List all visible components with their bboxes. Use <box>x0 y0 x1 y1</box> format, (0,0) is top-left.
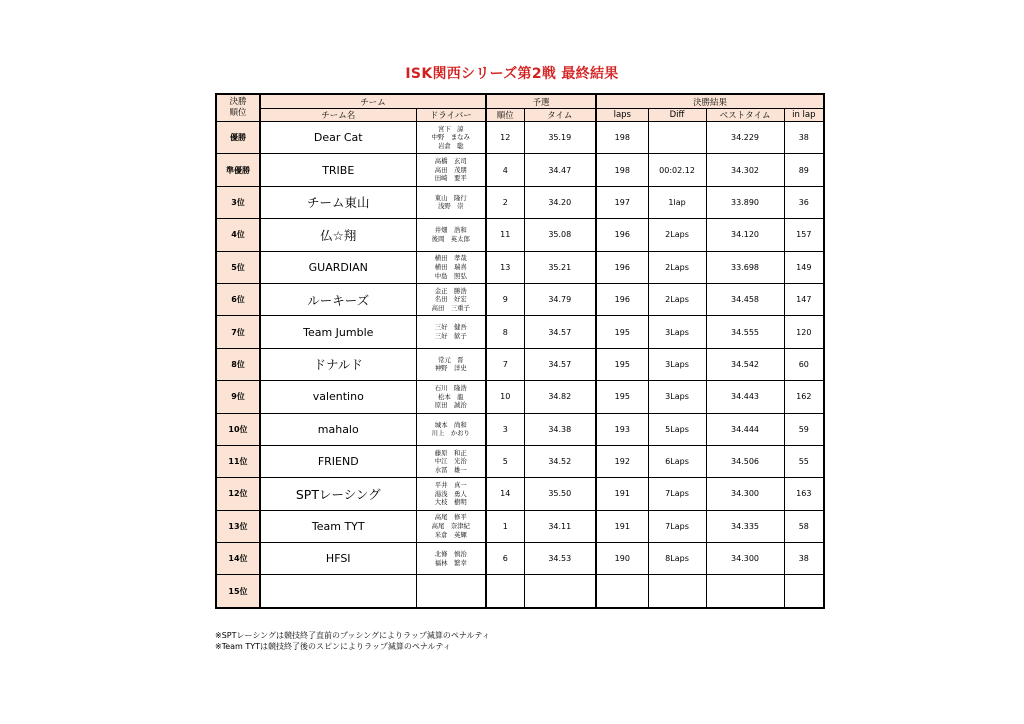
laps-cell: 190 <box>596 543 648 575</box>
driver-name: 横田 孝哉 <box>434 254 467 263</box>
team-name-cell: Team Jumble <box>260 316 416 348</box>
driver-name: 横田 瑞喜 <box>434 262 467 271</box>
in-lap-cell: 38 <box>784 543 824 575</box>
in-lap-cell: 149 <box>784 251 824 283</box>
driver-name: 名田 好宏 <box>434 295 467 304</box>
best-time-cell <box>706 575 784 608</box>
qualifying-rank-cell: 11 <box>486 219 524 251</box>
qualifying-rank-cell: 6 <box>486 543 524 575</box>
qualifying-rank-cell: 2 <box>486 186 524 218</box>
in-lap-cell: 55 <box>784 445 824 477</box>
qualifying-rank-cell: 4 <box>486 154 524 186</box>
rank-cell: 11位 <box>216 445 260 477</box>
table-row <box>216 154 824 186</box>
best-time-cell: 34.542 <box>706 348 784 380</box>
header-driver: ドライバー <box>416 109 486 122</box>
rank-cell: 4位 <box>216 219 260 251</box>
drivers-cell <box>416 219 486 251</box>
footnotes <box>215 630 490 652</box>
table-row <box>216 478 824 510</box>
rank-cell: 9位 <box>216 381 260 413</box>
qualifying-time-cell: 34.38 <box>524 413 596 445</box>
in-lap-cell: 59 <box>784 413 824 445</box>
table-header <box>216 94 824 122</box>
qualifying-time-cell: 34.57 <box>524 316 596 348</box>
table-row <box>216 381 824 413</box>
laps-cell: 193 <box>596 413 648 445</box>
diff-cell: 1lap <box>648 186 706 218</box>
team-name-cell: 仏☆翔 <box>260 219 416 251</box>
driver-name: 川上 かおり <box>431 429 470 438</box>
team-name-cell: ルーキーズ <box>260 283 416 315</box>
rank-cell: 15位 <box>216 575 260 608</box>
qualifying-time-cell: 34.79 <box>524 283 596 315</box>
drivers-cell <box>416 381 486 413</box>
drivers-cell <box>416 478 486 510</box>
best-time-cell: 34.506 <box>706 445 784 477</box>
header-final-group: 決勝結果 <box>596 94 824 109</box>
drivers-cell <box>416 154 486 186</box>
best-time-cell: 34.302 <box>706 154 784 186</box>
diff-cell: 5Laps <box>648 413 706 445</box>
driver-name: 田崎 要平 <box>434 174 467 183</box>
drivers-cell <box>416 251 486 283</box>
driver-name: 高尾 修平 <box>434 513 467 522</box>
drivers-cell <box>416 413 486 445</box>
header-in-lap: in lap <box>784 109 824 122</box>
qualifying-rank-cell: 9 <box>486 283 524 315</box>
diff-cell: 8Laps <box>648 543 706 575</box>
qualifying-time-cell: 35.08 <box>524 219 596 251</box>
qualifying-rank-cell: 10 <box>486 381 524 413</box>
qualifying-rank-cell: 1 <box>486 510 524 542</box>
driver-name: 湯浅 勇人 <box>434 489 467 498</box>
diff-cell: 3Laps <box>648 381 706 413</box>
rank-cell: 10位 <box>216 413 260 445</box>
team-name-cell: GUARDIAN <box>260 251 416 283</box>
best-time-cell: 34.335 <box>706 510 784 542</box>
driver-name: 高田 三重子 <box>431 303 470 312</box>
rank-cell: 12位 <box>216 478 260 510</box>
header-team-group: チーム <box>260 94 486 109</box>
qualifying-time-cell: 35.19 <box>524 122 596 154</box>
driver-name: 浅野 崇 <box>437 202 464 211</box>
driver-name: 中野 まなみ <box>431 133 470 142</box>
table-row <box>216 413 824 445</box>
in-lap-cell: 147 <box>784 283 824 315</box>
in-lap-cell: 58 <box>784 510 824 542</box>
header-q-time: タイム <box>524 109 596 122</box>
driver-name: 城本 尚和 <box>434 420 467 429</box>
rank-cell: 3位 <box>216 186 260 218</box>
drivers-cell <box>416 283 486 315</box>
qualifying-time-cell: 34.20 <box>524 186 596 218</box>
driver-name: 中島 照弘 <box>434 271 467 280</box>
driver-name: 神野 洋史 <box>434 364 467 373</box>
laps-cell: 192 <box>596 445 648 477</box>
table-row <box>216 122 824 154</box>
best-time-cell: 34.444 <box>706 413 784 445</box>
drivers-cell <box>416 543 486 575</box>
driver-name: 大枝 樹明 <box>434 498 467 507</box>
qualifying-time-cell <box>524 575 596 608</box>
driver-name: 常元 晋 <box>437 355 464 364</box>
laps-cell: 196 <box>596 219 648 251</box>
rank-cell: 5位 <box>216 251 260 283</box>
header-final-rank <box>216 94 260 122</box>
table-row <box>216 186 824 218</box>
diff-cell: 3Laps <box>648 348 706 380</box>
best-time-cell: 34.229 <box>706 122 784 154</box>
drivers-cell <box>416 445 486 477</box>
in-lap-cell: 38 <box>784 122 824 154</box>
best-time-cell: 33.698 <box>706 251 784 283</box>
qualifying-rank-cell: 5 <box>486 445 524 477</box>
team-name-cell: Dear Cat <box>260 122 416 154</box>
driver-name: 平井 真一 <box>434 481 467 490</box>
header-best-time: ベストタイム <box>706 109 784 122</box>
rank-cell: 13位 <box>216 510 260 542</box>
qualifying-time-cell: 34.57 <box>524 348 596 380</box>
driver-name: 高田 茂朋 <box>434 165 467 174</box>
laps-cell: 191 <box>596 510 648 542</box>
driver-name: 三好 歓子 <box>434 332 467 341</box>
team-name-cell: HFSI <box>260 543 416 575</box>
qualifying-time-cell: 35.50 <box>524 478 596 510</box>
driver-name: 中江 光治 <box>434 457 467 466</box>
diff-cell: 2Laps <box>648 219 706 251</box>
footnote: ※Team TYTは競技終了後のスピンによりラップ減算のペナルティ <box>215 642 451 651</box>
driver-name: 宮下 諒 <box>437 124 464 133</box>
rank-cell: 準優勝 <box>216 154 260 186</box>
drivers-cell <box>416 316 486 348</box>
laps-cell <box>596 575 648 608</box>
best-time-cell: 34.443 <box>706 381 784 413</box>
driver-name: 金正 勝浩 <box>434 286 467 295</box>
driver-name: 高尾 奈津紀 <box>431 522 470 531</box>
best-time-cell: 34.120 <box>706 219 784 251</box>
in-lap-cell: 157 <box>784 219 824 251</box>
team-name-cell: mahalo <box>260 413 416 445</box>
qualifying-rank-cell: 12 <box>486 122 524 154</box>
drivers-cell <box>416 348 486 380</box>
laps-cell: 195 <box>596 381 648 413</box>
qualifying-time-cell: 34.53 <box>524 543 596 575</box>
in-lap-cell: 162 <box>784 381 824 413</box>
header-diff: Diff <box>648 109 706 122</box>
qualifying-time-cell: 35.21 <box>524 251 596 283</box>
header-qualifying-group: 予選 <box>486 94 596 109</box>
table-row <box>216 219 824 251</box>
drivers-cell <box>416 122 486 154</box>
table-row <box>216 283 824 315</box>
best-time-cell: 34.555 <box>706 316 784 348</box>
driver-name: 藤原 和正 <box>434 448 467 457</box>
diff-cell: 7Laps <box>648 478 706 510</box>
team-name-cell: ドナルド <box>260 348 416 380</box>
qualifying-rank-cell: 8 <box>486 316 524 348</box>
diff-cell: 2Laps <box>648 251 706 283</box>
header-final-rank-line2: 順位 <box>229 108 247 118</box>
team-name-cell <box>260 575 416 608</box>
header-laps: laps <box>596 109 648 122</box>
driver-name: 米倉 英輝 <box>434 530 467 539</box>
team-name-cell: FRIEND <box>260 445 416 477</box>
diff-cell: 3Laps <box>648 316 706 348</box>
qualifying-rank-cell <box>486 575 524 608</box>
best-time-cell: 33.890 <box>706 186 784 218</box>
best-time-cell: 34.300 <box>706 478 784 510</box>
driver-name: 岩倉 聡 <box>437 141 464 150</box>
in-lap-cell: 36 <box>784 186 824 218</box>
header-q-rank: 順位 <box>486 109 524 122</box>
driver-name: 井畑 浩和 <box>434 226 467 235</box>
page-title: ISK関西シリーズ第2戦 最終結果 <box>405 66 619 82</box>
drivers-cell <box>416 186 486 218</box>
in-lap-cell: 60 <box>784 348 824 380</box>
diff-cell: 2Laps <box>648 283 706 315</box>
team-name-cell: Team TYT <box>260 510 416 542</box>
qualifying-time-cell: 34.47 <box>524 154 596 186</box>
driver-name: 北條 慎治 <box>434 550 467 559</box>
qualifying-rank-cell: 3 <box>486 413 524 445</box>
best-time-cell: 34.458 <box>706 283 784 315</box>
laps-cell: 195 <box>596 348 648 380</box>
qualifying-rank-cell: 7 <box>486 348 524 380</box>
team-name-cell: TRIBE <box>260 154 416 186</box>
in-lap-cell: 120 <box>784 316 824 348</box>
table-row <box>216 543 824 575</box>
driver-name: 後岡 英太郎 <box>431 234 470 243</box>
driver-name: 原田 誠治 <box>434 401 467 410</box>
laps-cell: 198 <box>596 122 648 154</box>
header-final-rank-line1: 決勝 <box>229 97 247 107</box>
rank-cell: 8位 <box>216 348 260 380</box>
table-body <box>216 122 824 608</box>
qualifying-rank-cell: 13 <box>486 251 524 283</box>
in-lap-cell: 89 <box>784 154 824 186</box>
driver-name: 福林 繁幸 <box>434 558 467 567</box>
team-name-cell: チーム東山 <box>260 186 416 218</box>
laps-cell: 198 <box>596 154 648 186</box>
driver-name: 石川 隆浩 <box>434 383 467 392</box>
qualifying-time-cell: 34.82 <box>524 381 596 413</box>
laps-cell: 196 <box>596 283 648 315</box>
results-table <box>215 93 825 609</box>
team-name-cell: valentino <box>260 381 416 413</box>
in-lap-cell <box>784 575 824 608</box>
driver-name: 東山 隆行 <box>434 193 467 202</box>
drivers-cell <box>416 575 486 608</box>
table-row <box>216 575 824 608</box>
laps-cell: 197 <box>596 186 648 218</box>
laps-cell: 191 <box>596 478 648 510</box>
rank-cell: 6位 <box>216 283 260 315</box>
in-lap-cell: 163 <box>784 478 824 510</box>
laps-cell: 196 <box>596 251 648 283</box>
diff-cell: 6Laps <box>648 445 706 477</box>
table-row <box>216 251 824 283</box>
table-row <box>216 510 824 542</box>
table-row <box>216 348 824 380</box>
laps-cell: 195 <box>596 316 648 348</box>
driver-name: 水冨 雄一 <box>434 465 467 474</box>
diff-cell: 7Laps <box>648 510 706 542</box>
table-row <box>216 445 824 477</box>
rank-cell: 14位 <box>216 543 260 575</box>
driver-name: 高橋 玄司 <box>434 157 467 166</box>
qualifying-rank-cell: 14 <box>486 478 524 510</box>
team-name-cell: SPTレーシング <box>260 478 416 510</box>
driver-name: 三好 健吾 <box>434 323 467 332</box>
qualifying-time-cell: 34.11 <box>524 510 596 542</box>
diff-cell <box>648 122 706 154</box>
qualifying-time-cell: 34.52 <box>524 445 596 477</box>
footnote: ※SPTレーシングは競技終了直前のプッシングによりラップ減算のペナルティ <box>215 631 490 640</box>
diff-cell <box>648 575 706 608</box>
table-row <box>216 316 824 348</box>
rank-cell: 優勝 <box>216 122 260 154</box>
diff-cell: 00:02.12 <box>648 154 706 186</box>
best-time-cell: 34.300 <box>706 543 784 575</box>
rank-cell: 7位 <box>216 316 260 348</box>
header-team-name: チーム名 <box>260 109 416 122</box>
driver-name: 松本 龍 <box>437 392 464 401</box>
drivers-cell <box>416 510 486 542</box>
